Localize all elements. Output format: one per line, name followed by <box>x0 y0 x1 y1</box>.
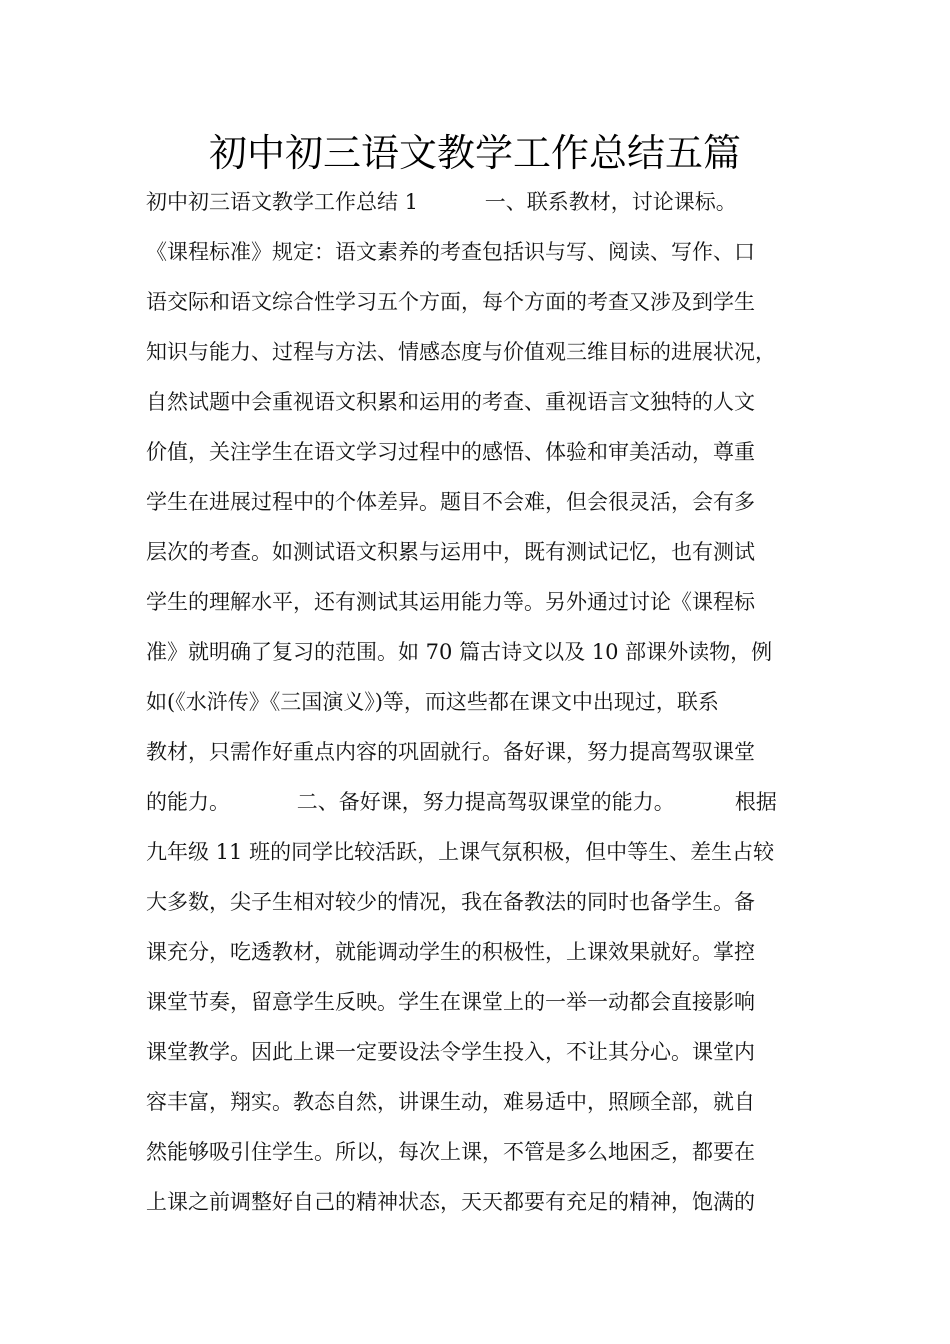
paragraph-line: 学生的理解水平，还有测试其运用能力等。另外通过讨论《课程标 <box>146 590 755 614</box>
paragraph-line: 课堂教学。因此上课一定要设法令学生投入，不让其分心。课堂内 <box>146 1040 755 1064</box>
paragraph-line: 教材，只需作好重点内容的巩固就行。备好课，努力提高驾驭课堂 <box>146 740 755 764</box>
document-title: 初中初三语文教学工作总结五篇 <box>208 131 741 175</box>
paragraph-line: 语交际和语文综合性学习五个方面，每个方面的考查又涉及到学生 <box>146 290 755 314</box>
paragraph-line: 知识与能力、过程与方法、情感态度与价值观三维目标的进展状况， <box>146 340 776 364</box>
paragraph-line: 《课程标准》规定：语文素养的考查包括识与写、阅读、写作、口 <box>146 240 755 264</box>
paragraph-line: 价值，关注学生在语文学习过程中的感悟、体验和审美活动，尊重 <box>146 440 755 464</box>
paragraph-line: 准》就明确了复习的范围。如 70 篇古诗文以及 10 部课外读物，例 <box>146 640 773 664</box>
paragraph-line: 如(《水浒传》《三国演义》)等，而这些都在课文中出现过，联系 <box>146 690 719 714</box>
paragraph-line: 学生在进展过程中的个体差异。题目不会难，但会很灵活，会有多 <box>146 490 755 514</box>
paragraph-line: 的能力。 二、备好课，努力提高驾驭课堂的能力。 根据 <box>146 790 777 814</box>
paragraph-line: 初中初三语文教学工作总结 1 一、联系教材，讨论课标。 <box>146 190 737 214</box>
paragraph-line: 然能够吸引住学生。所以，每次上课，不管是多么地困乏，都要在 <box>146 1140 755 1164</box>
paragraph-line: 上课之前调整好自己的精神状态，天天都要有充足的精神，饱满的 <box>146 1190 755 1214</box>
paragraph-line: 大多数，尖子生相对较少的情况，我在备教法的同时也备学生。备 <box>146 890 755 914</box>
paragraph-line: 课堂节奏，留意学生反映。学生在课堂上的一举一动都会直接影响 <box>146 990 755 1014</box>
paragraph-line: 层次的考查。如测试语文积累与运用中，既有测试记忆，也有测试 <box>146 540 755 564</box>
paragraph-line: 容丰富，翔实。教态自然，讲课生动，难易适中，照顾全部，就自 <box>146 1090 755 1114</box>
paragraph-line: 课充分，吃透教材，就能调动学生的积极性，上课效果就好。掌控 <box>146 940 755 964</box>
paragraph-line: 九年级 11 班的同学比较活跃，上课气氛积极，但中等生、差生占较 <box>146 840 775 864</box>
paragraph-line: 自然试题中会重视语文积累和运用的考查、重视语言文独特的人文 <box>146 390 755 414</box>
